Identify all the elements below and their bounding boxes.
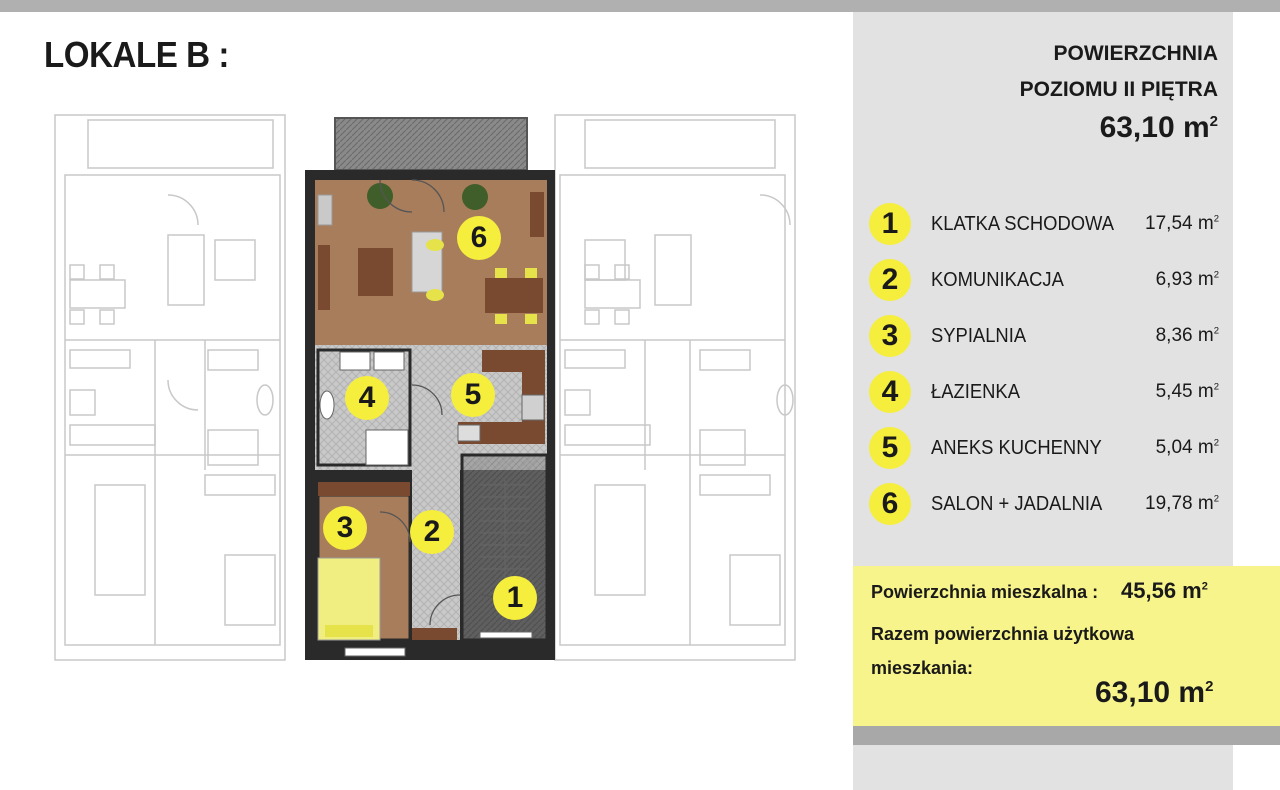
plan-marker-3: 3	[323, 506, 367, 550]
room-list	[869, 196, 1219, 532]
surface-line1: POWIERZCHNIA	[1053, 42, 1218, 65]
room-name: KLATKA SCHODOWA	[931, 212, 1115, 235]
usable-area-label-1: Razem powierzchnia użytkowa	[871, 624, 1135, 644]
room-number-badge: 2	[869, 259, 911, 301]
plan-marker-4: 4	[345, 376, 389, 420]
floor-plan	[40, 100, 840, 670]
left-neighbor-unit	[55, 115, 285, 660]
top-bar	[0, 0, 1280, 12]
room-row	[869, 476, 1219, 532]
plan-marker-5: 5	[451, 373, 495, 417]
page-title: LOKALE B :	[44, 34, 229, 75]
room-area: 17,54 $m^2$	[1145, 213, 1219, 234]
surface-line2: POZIOMU II PIĘTRA	[1019, 78, 1218, 101]
room-name: ANEKS KUCHENNY	[931, 436, 1102, 459]
room-row	[869, 252, 1219, 308]
room-number-badge: 6	[869, 483, 911, 525]
room-number-badge: 1	[869, 203, 911, 245]
living-area-value: 45,56 $m^2$	[1121, 578, 1208, 603]
plan-marker-2: 2	[410, 510, 454, 554]
living-area-label: Powierzchnia mieszkalna :	[871, 582, 1099, 602]
room-area: 8,36 $m^2$	[1155, 325, 1219, 346]
room-area: 6,93 $m^2$	[1155, 269, 1219, 290]
room-name: KOMUNIKACJA	[931, 268, 1064, 291]
room-number-badge: 3	[869, 315, 911, 357]
room-area: 5,04 $m^2$	[1155, 437, 1219, 458]
floor-surface-header	[1020, 36, 1218, 148]
summary-bottom-bar	[853, 726, 1280, 745]
right-neighbor-unit	[555, 115, 795, 660]
usable-area-label-2: mieszkania:	[871, 658, 974, 678]
surface-total: 63,10 $m^2$	[1099, 111, 1218, 144]
room-row	[869, 420, 1219, 476]
room-area: 5,45 $m^2$	[1155, 381, 1219, 402]
room-name: SALON + JADALNIA	[931, 492, 1103, 515]
plan-marker-6: 6	[457, 216, 501, 260]
room-number-badge: 5	[869, 427, 911, 469]
room-name: ŁAZIENKA	[931, 380, 1020, 403]
plan-marker-1: 1	[493, 576, 537, 620]
usable-area-value: 63,10 $m^2$	[1095, 676, 1214, 709]
summary-box	[853, 566, 1280, 726]
room-number-badge: 4	[869, 371, 911, 413]
room-row	[869, 308, 1219, 364]
room-row	[869, 196, 1219, 252]
floor-plan-drawing	[40, 100, 840, 670]
room-name: SYPIALNIA	[931, 324, 1027, 347]
room-area: 19,78 $m^2$	[1145, 493, 1219, 514]
room-row	[869, 364, 1219, 420]
